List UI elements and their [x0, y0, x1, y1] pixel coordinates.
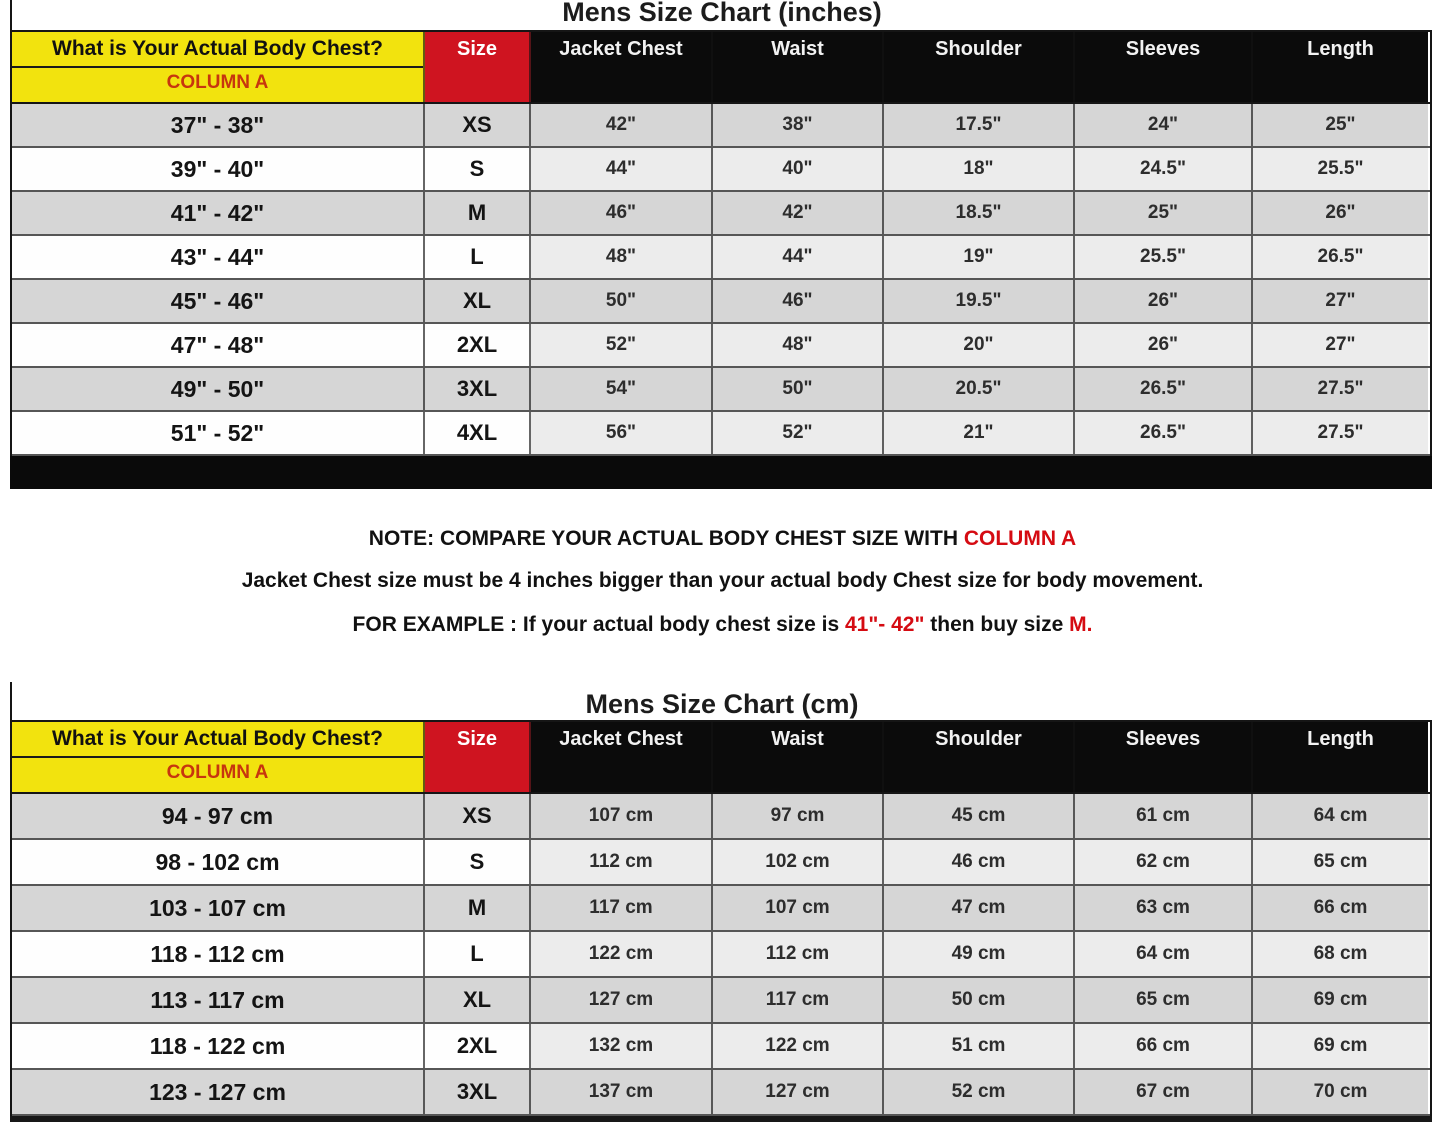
waist-header-cell: Waist — [713, 32, 884, 102]
measure-cell: 25.5" — [1075, 236, 1253, 278]
measure-cell: 66 cm — [1075, 1024, 1253, 1068]
column-a-label: COLUMN A — [166, 72, 269, 93]
measure-cell: 19" — [884, 236, 1075, 278]
measure-cell: 48" — [531, 236, 713, 278]
cm-table-body — [12, 794, 1430, 1116]
chest-range-cell: 43" - 44" — [12, 236, 425, 278]
measure-cell: 26" — [1253, 192, 1428, 234]
page-title: Mens Size Chart (inches) — [562, 0, 882, 27]
measure-cell: 52 cm — [884, 1070, 1075, 1114]
measure-cell: 127 cm — [531, 978, 713, 1022]
measure-cell: 62 cm — [1075, 840, 1253, 884]
note-size-m-highlight: M. — [1069, 613, 1093, 636]
table-row — [12, 324, 1430, 368]
measure-cell: 18.5" — [884, 192, 1075, 234]
measure-cell: 51 cm — [884, 1024, 1075, 1068]
size-cell: M — [425, 886, 531, 930]
note-line-3-mid: then buy size — [924, 613, 1070, 636]
page-title-cm: Mens Size Chart (cm) — [585, 689, 859, 719]
note-line-1 — [0, 525, 1445, 553]
measure-cell: 65 cm — [1253, 840, 1428, 884]
table-row — [12, 886, 1430, 932]
chest-range-cell: 123 - 127 cm — [12, 1070, 425, 1114]
measure-cell: 25" — [1075, 192, 1253, 234]
note-line-1-text: NOTE: COMPARE YOUR ACTUAL BODY CHEST SIZE WITH — [368, 527, 964, 550]
measure-cell: 70 cm — [1253, 1070, 1428, 1114]
table-row — [12, 148, 1430, 192]
chest-range-cell: 47" - 48" — [12, 324, 425, 366]
measure-cell: 67 cm — [1075, 1070, 1253, 1114]
chest-range-cell: 51" - 52" — [12, 412, 425, 454]
column-a-header-cell — [12, 32, 425, 102]
measure-cell: 26" — [1075, 324, 1253, 366]
shoulder-header-cell: Shoulder — [884, 32, 1075, 102]
measure-cell: 44" — [531, 148, 713, 190]
chest-range-cell: 118 - 122 cm — [12, 1024, 425, 1068]
measure-cell: 107 cm — [713, 886, 884, 930]
measure-cell: 46" — [713, 280, 884, 322]
chest-range-cell: 49" - 50" — [12, 368, 425, 410]
measure-cell: 50" — [713, 368, 884, 410]
size-cell: 4XL — [425, 412, 531, 454]
measure-cell: 24" — [1075, 104, 1253, 146]
table-row — [12, 1024, 1430, 1070]
table-row — [12, 1070, 1430, 1116]
table-row — [12, 840, 1430, 886]
table-row — [12, 794, 1430, 840]
chest-range-cell: 37" - 38" — [12, 104, 425, 146]
measure-cell: 26.5" — [1253, 236, 1428, 278]
measure-cell: 42" — [713, 192, 884, 234]
sleeves-header-cell: Sleeves — [1075, 32, 1253, 102]
note-line-3 — [0, 611, 1445, 639]
size-header-cell: Size — [425, 722, 531, 792]
measure-cell: 40" — [713, 148, 884, 190]
measure-cell: 127 cm — [713, 1070, 884, 1114]
chest-range-cell: 98 - 102 cm — [12, 840, 425, 884]
size-table-cm — [10, 720, 1432, 1116]
size-cell: XS — [425, 794, 531, 838]
jacket-chest-header-cell: Jacket Chest — [531, 722, 713, 792]
measure-cell: 69 cm — [1253, 1024, 1428, 1068]
table-row — [12, 192, 1430, 236]
measure-cell: 117 cm — [531, 886, 713, 930]
measure-cell: 26.5" — [1075, 368, 1253, 410]
shoulder-header-cell: Shoulder — [884, 722, 1075, 792]
measure-cell: 117 cm — [713, 978, 884, 1022]
length-header-cell: Length — [1253, 722, 1428, 792]
jacket-chest-header-cell: Jacket Chest — [531, 32, 713, 102]
size-cell: 2XL — [425, 324, 531, 366]
size-cell: S — [425, 148, 531, 190]
body-chest-question: What is Your Actual Body Chest? — [12, 32, 423, 68]
size-cell: XS — [425, 104, 531, 146]
measure-cell: 46" — [531, 192, 713, 234]
measure-cell: 18" — [884, 148, 1075, 190]
clipped-next-row — [10, 1116, 1432, 1122]
measure-cell: 19.5" — [884, 280, 1075, 322]
inches-table-header — [12, 32, 1430, 104]
measure-cell: 102 cm — [713, 840, 884, 884]
measure-cell: 107 cm — [531, 794, 713, 838]
measure-cell: 20" — [884, 324, 1075, 366]
measure-cell: 52" — [713, 412, 884, 454]
measure-cell: 97 cm — [713, 794, 884, 838]
chest-range-cell: 103 - 107 cm — [12, 886, 425, 930]
measure-cell: 122 cm — [713, 1024, 884, 1068]
measure-cell: 56" — [531, 412, 713, 454]
measure-cell: 69 cm — [1253, 978, 1428, 1022]
cm-table-header — [12, 722, 1430, 794]
measure-cell: 63 cm — [1075, 886, 1253, 930]
measure-cell: 25.5" — [1253, 148, 1428, 190]
length-header-cell: Length — [1253, 32, 1428, 102]
size-cell: S — [425, 840, 531, 884]
chest-range-cell: 94 - 97 cm — [12, 794, 425, 838]
measure-cell: 20.5" — [884, 368, 1075, 410]
chest-range-cell: 113 - 117 cm — [12, 978, 425, 1022]
chest-range-cell: 118 - 112 cm — [12, 932, 425, 976]
measure-cell: 66 cm — [1253, 886, 1428, 930]
measure-cell: 64 cm — [1075, 932, 1253, 976]
measure-cell: 54" — [531, 368, 713, 410]
measure-cell: 27.5" — [1253, 412, 1428, 454]
measure-cell: 46 cm — [884, 840, 1075, 884]
measure-cell: 21" — [884, 412, 1075, 454]
table-row — [12, 368, 1430, 412]
measure-cell: 42" — [531, 104, 713, 146]
measure-cell: 44" — [713, 236, 884, 278]
measure-cell: 24.5" — [1075, 148, 1253, 190]
column-a-header-cell — [12, 722, 425, 792]
size-header-cell: Size — [425, 32, 531, 102]
measure-cell: 26" — [1075, 280, 1253, 322]
inches-table-title — [10, 0, 1432, 30]
note-block — [0, 489, 1445, 682]
chest-range-cell: 41" - 42" — [12, 192, 425, 234]
measure-cell: 64 cm — [1253, 794, 1428, 838]
note-column-a-highlight: COLUMN A — [963, 527, 1077, 550]
measure-cell: 27" — [1253, 324, 1428, 366]
waist-header-cell: Waist — [713, 722, 884, 792]
cm-table-title — [10, 682, 1432, 720]
measure-cell: 68 cm — [1253, 932, 1428, 976]
measure-cell: 50" — [531, 280, 713, 322]
size-table-inches — [10, 30, 1432, 456]
measure-cell: 25" — [1253, 104, 1428, 146]
table-row — [12, 978, 1430, 1024]
body-chest-question: What is Your Actual Body Chest? — [12, 722, 423, 758]
measure-cell: 132 cm — [531, 1024, 713, 1068]
table-row — [12, 280, 1430, 324]
measure-cell: 52" — [531, 324, 713, 366]
note-line-3-text: FOR EXAMPLE : If your actual body chest size is — [352, 613, 845, 636]
note-line-2: Jacket Chest size must be 4 inches bigger than your actual body Chest size for body movement. — [241, 569, 1204, 592]
size-cell: 3XL — [425, 1070, 531, 1114]
sleeves-header-cell: Sleeves — [1075, 722, 1253, 792]
measure-cell: 48" — [713, 324, 884, 366]
measure-cell: 45 cm — [884, 794, 1075, 838]
chest-range-cell: 39" - 40" — [12, 148, 425, 190]
table-row — [12, 932, 1430, 978]
size-cell: 3XL — [425, 368, 531, 410]
size-cell: 2XL — [425, 1024, 531, 1068]
divider-bar — [10, 456, 1432, 489]
measure-cell: 26.5" — [1075, 412, 1253, 454]
measure-cell: 49 cm — [884, 932, 1075, 976]
table-row — [12, 412, 1430, 456]
measure-cell: 27.5" — [1253, 368, 1428, 410]
measure-cell: 17.5" — [884, 104, 1075, 146]
measure-cell: 122 cm — [531, 932, 713, 976]
measure-cell: 112 cm — [531, 840, 713, 884]
table-row — [12, 104, 1430, 148]
measure-cell: 112 cm — [713, 932, 884, 976]
inches-table-body — [12, 104, 1430, 456]
measure-cell: 50 cm — [884, 978, 1075, 1022]
size-cell: XL — [425, 978, 531, 1022]
note-size-range-highlight: 41"- 42" — [844, 613, 925, 636]
table-row — [12, 236, 1430, 280]
measure-cell: 38" — [713, 104, 884, 146]
size-cell: L — [425, 932, 531, 976]
measure-cell: 137 cm — [531, 1070, 713, 1114]
size-cell: M — [425, 192, 531, 234]
measure-cell: 27" — [1253, 280, 1428, 322]
size-cell: L — [425, 236, 531, 278]
size-cell: XL — [425, 280, 531, 322]
measure-cell: 61 cm — [1075, 794, 1253, 838]
measure-cell: 47 cm — [884, 886, 1075, 930]
measure-cell: 65 cm — [1075, 978, 1253, 1022]
chest-range-cell: 45" - 46" — [12, 280, 425, 322]
column-a-label: COLUMN A — [166, 762, 269, 783]
